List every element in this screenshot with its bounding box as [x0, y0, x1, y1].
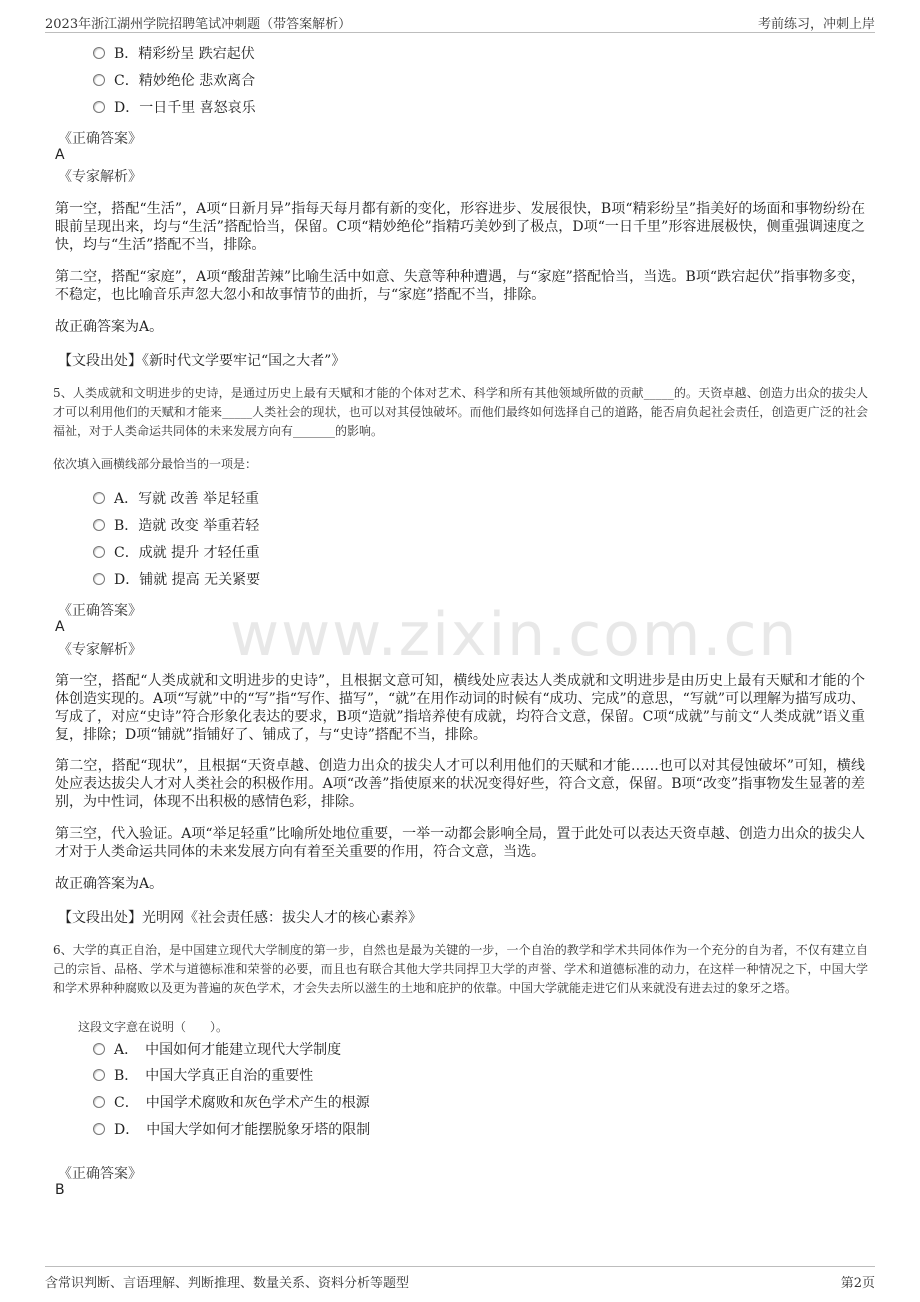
radio-icon[interactable]	[93, 101, 105, 113]
q6-stem: 6、大学的真正自治，是中国建立现代大学制度的第一步，自然也是最为关键的一步，一个自治的教学和学术共同体作为一个充分的自为者，不仅有建立自己的宗旨、品格、学术与道德标准和荣誉的必要，而且也有联合其他大学共同捍卫大学的声誉、学术和道德标准的动力，在这样一种情况之下，中国大学和学术界种种腐败以及更为普遍的灰色学术，才会失去所以滋生的土地和庇护的依靠。中国大学就能走进它们从来就没有进去过的象牙之塔。	[53, 943, 868, 995]
radio-icon[interactable]	[93, 47, 105, 59]
q5-analysis-tag: 《专家解析》	[58, 642, 142, 658]
document-title: 2023年浙江湖州学院招聘笔试冲刺题（带答案解析）	[45, 17, 352, 32]
q6-option-c[interactable]: C． 中国学术腐败和灰色学术产生的根源	[93, 1093, 370, 1113]
q5-option-c[interactable]: C．成就 提升 才轻任重	[93, 543, 260, 563]
q4-analysis-paragraph: 第一空，搭配“生活”，A项“日新月异”指每天每月都有新的变化，形容进步、发展很快，B项“精彩纷呈”指美好的场面和事物纷纷在眼前呈现出来，均与“生活”搭配恰当，保留。C项“精妙绝伦”指精巧美妙到了极点，D项“一日千里”形容进展极快，侧重强调速度之快，均与“生活”搭配不当，排除。	[55, 201, 865, 253]
q5-option-b[interactable]: B．造就 改变 举重若轻	[93, 516, 259, 536]
q5-prompt: 依次填入画横线部分最恰当的一项是：	[53, 457, 258, 471]
q4-answer: A	[55, 147, 65, 163]
radio-icon[interactable]	[93, 573, 105, 585]
q4-option-c[interactable]: C．精妙绝伦 悲欢离合	[93, 71, 255, 91]
page-footer	[45, 1266, 875, 1291]
radio-icon[interactable]	[93, 1123, 105, 1135]
q6-prompt: 这段文字意在说明（ ）。	[78, 1020, 229, 1034]
q5-source: 【文段出处】光明网《社会责任感：拔尖人才的核心素养》	[58, 910, 422, 926]
q6-answer: B	[55, 1182, 65, 1198]
q6-answer-tag: 《正确答案》	[58, 1166, 142, 1182]
radio-icon[interactable]	[93, 1043, 105, 1055]
watermark: www.zixin.com.cn	[230, 600, 799, 670]
q6-option-a[interactable]: A． 中国如何才能建立现代大学制度	[93, 1040, 341, 1060]
q5-answer: A	[55, 619, 65, 635]
q5-stem: 5、人类成就和文明进步的史诗，是通过历史上最有天赋和才能的个体对艺术、科学和所有其他领域所做的贡献_____的。天资卓越、创造力出众的拔尖人才可以利用他们的天赋和才能来_____人类社会的现状，也可以对其侵蚀破坏。而他们最终如何选择自己的道路，能否肩负起社会责任，创造更广泛的社会福祉，对于人类命运共同体的未来发展方向有_______的影响。	[53, 386, 868, 438]
q4-conclusion: 故正确答案为A。	[55, 319, 164, 335]
radio-icon[interactable]	[93, 492, 105, 504]
q5-answer-tag: 《正确答案》	[58, 603, 142, 619]
radio-icon[interactable]	[93, 546, 105, 558]
q5-option-a[interactable]: A．写就 改善 举足轻重	[93, 489, 259, 509]
q5-analysis-paragraph: 第一空，搭配“人类成就和文明进步的史诗”，且根据文意可知，横线处应表达人类成就和文明进步是由历史上最有天赋和才能的个体创造实现的。A项“写就”中的“写”指“写作、描写”，“就”在用作动词的时候有“成功、完成”的意思，“写就”可以理解为描写成功、写成了，对应“史诗”符合形象化表达的要求，B项“造就”指培养使有成就，均符合文意，保留。C项“成就”与前文“人类成就”语义重复，排除；D项“铺就”指铺好了、铺成了，与“史诗”搭配不当，排除。	[55, 673, 865, 743]
footer-note: 含常识判断、言语理解、判断推理、数量关系、资料分析等题型	[45, 1276, 410, 1291]
header-slogan: 考前练习，冲刺上岸	[757, 17, 875, 32]
q4-analysis-tag: 《专家解析》	[58, 169, 142, 185]
q4-option-b[interactable]: B．精彩纷呈 跌宕起伏	[93, 44, 255, 64]
q4-analysis-paragraph: 第二空，搭配“家庭”，A项“酸甜苦辣”比喻生活中如意、失意等种种遭遇，与“家庭”搭配恰当，当选。B项“跌宕起伏”指事物多变，不稳定，也比喻音乐声忽大忽小和故事情节的曲折，与“家庭”搭配不当，排除。	[55, 269, 865, 303]
q4-answer-tag: 《正确答案》	[58, 131, 142, 147]
q5-analysis-paragraph: 第三空，代入验证。A项“举足轻重”比喻所处地位重要，一举一动都会影响全局，置于此处可以表达天资卓越、创造力出众的拔尖人才对于人类命运共同体的未来发展方向有着至关重要的作用，符合文意，当选。	[55, 826, 865, 860]
radio-icon[interactable]	[93, 1096, 105, 1108]
q5-analysis-paragraph: 第二空，搭配“现状”，且根据“天资卓越、创造力出众的拔尖人才可以利用他们的天赋和才能……也可以对其侵蚀破坏”可知，横线处应表达拔尖人才对人类社会的积极作用。A项“改善”指使原来的状况变得好些，符合文意，保留。B项“改变”指事物发生显著的差别，为中性词，体现不出积极的感情色彩，排除。	[55, 758, 865, 810]
q5-option-d[interactable]: D．铺就 提高 无关紧要	[93, 570, 260, 590]
q6-option-b[interactable]: B． 中国大学真正自治的重要性	[93, 1066, 313, 1086]
q4-source: 【文段出处】《新时代文学要牢记“国之大者”》	[58, 353, 346, 369]
q6-option-d[interactable]: D． 中国大学如何才能摆脱象牙塔的限制	[93, 1120, 370, 1140]
page-header	[45, 10, 875, 33]
page-number: 第2页	[840, 1276, 875, 1291]
radio-icon[interactable]	[93, 519, 105, 531]
radio-icon[interactable]	[93, 74, 105, 86]
q5-conclusion: 故正确答案为A。	[55, 876, 164, 892]
q4-option-d[interactable]: D．一日千里 喜怒哀乐	[93, 98, 256, 118]
radio-icon[interactable]	[93, 1069, 105, 1081]
